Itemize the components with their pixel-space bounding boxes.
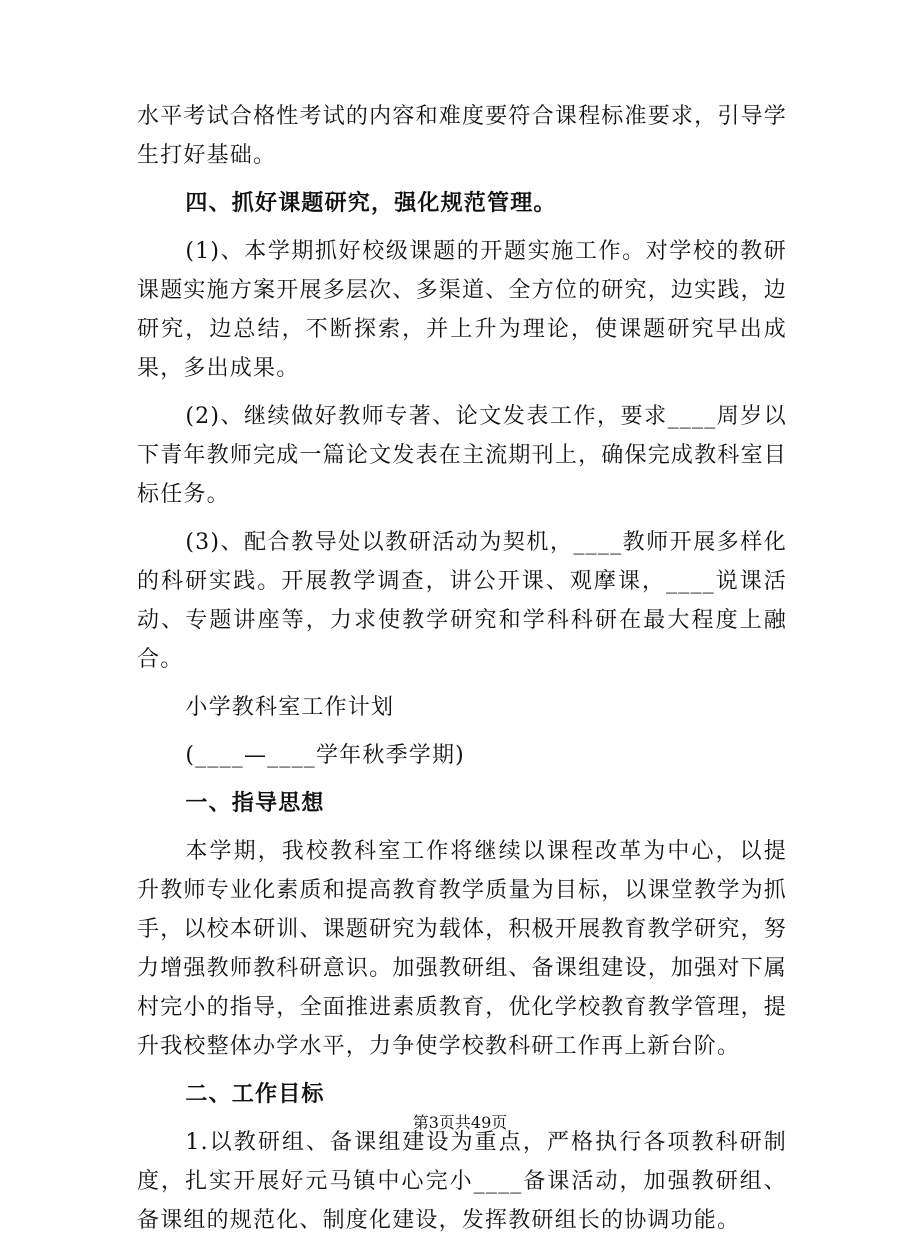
document-subtitle: (____—____学年秋季学期) <box>185 743 465 768</box>
paragraph-item-2: (2)、继续做好教师专著、论文发表工作，要求____周岁以下青年教师完成一篇论文发表在主流期刊上，确保完成教科室目标任务。 <box>137 404 787 507</box>
page-number-footer: 第3页共49页 <box>412 1113 508 1132</box>
heading-work-goals: 二、工作目标 <box>185 1081 325 1107</box>
heading-section-four: 四、抓好课题研究，强化规范管理。 <box>185 190 557 216</box>
heading-guiding-ideology: 一、指导思想 <box>185 790 325 816</box>
document-body <box>137 97 787 1249</box>
paragraph-item-3: (3)、配合教导处以教研活动为契机，____教师开展多样化的科研实践。开展教学调查，讲公开课、观摩课，____说课活动、专题讲座等，力求使教学研究和学科科研在最大程度上融合。 <box>137 530 787 672</box>
paragraph-guiding-ideology: 本学期，我校教科室工作将继续以课程改革为中心，以提升教师专业化素质和提高教育教学质量为目标，以课堂教学为抓手，以校本研训、课题研究为载体，积极开展教育教学研究，努力增强教师教科研意识。加强教研组、备课组建设，加强对下属村完小的指导，全面推进素质教育，优化学校教育教学管理，提升我校整体办学水平，力争使学校教科研工作再上新台阶。 <box>137 839 787 1059</box>
paragraph-exam-continuation: 水平考试合格性考试的内容和难度要符合课程标准要求，引导学生打好基础。 <box>137 104 787 168</box>
paragraph-goal-1: 1.以教研组、备课组建设为重点，严格执行各项教科研制度，扎实开展好元马镇中心完小____备课活动，加强教研组、备课组的规范化、制度化建设，发挥教研组长的协调功能。 <box>137 1130 787 1233</box>
paragraph-item-1: (1)、本学期抓好校级课题的开题实施工作。对学校的教研课题实施方案开展多层次、多渠道、全方位的研究，边实践，边研究，边总结，不断探索，并上升为理论，使课题研究早出成果，多出成果。 <box>137 239 787 381</box>
document-title: 小学教科室工作计划 <box>185 695 395 720</box>
